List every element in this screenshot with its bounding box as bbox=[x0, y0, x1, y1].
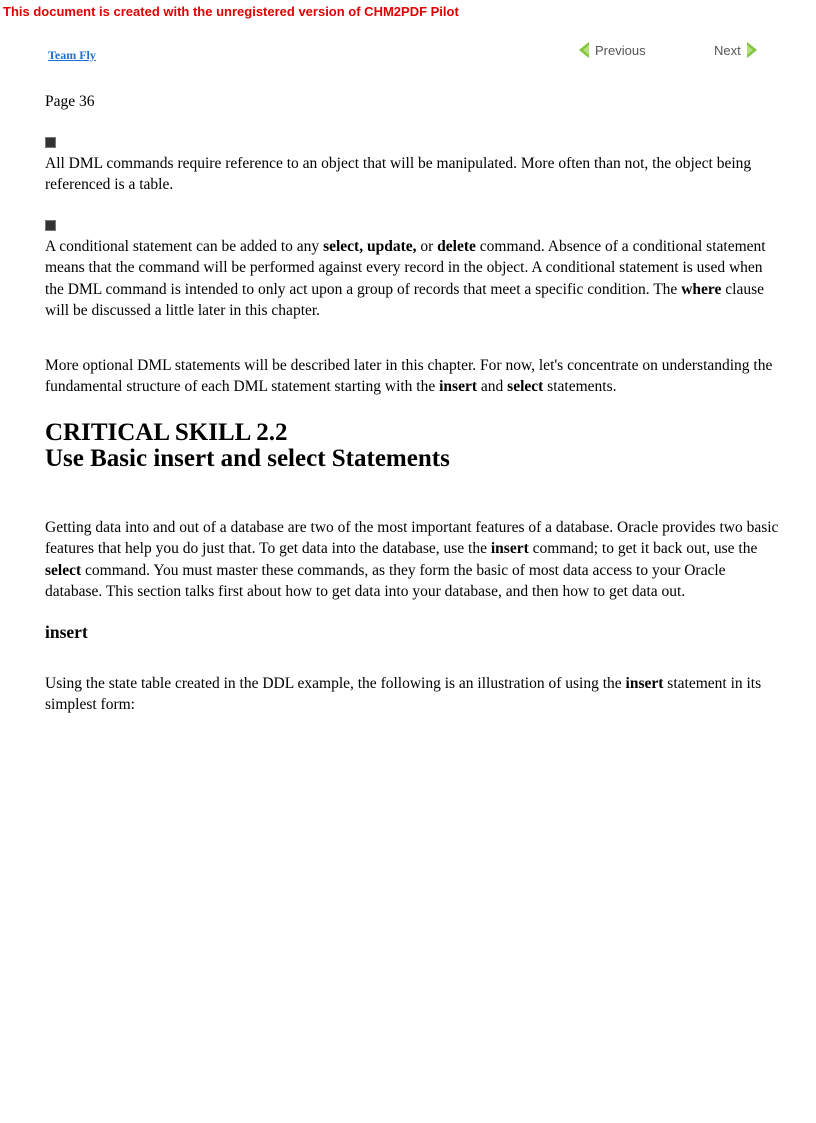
section-heading bbox=[45, 420, 785, 472]
paragraph-optional-dml: More optional DML statements will be described later in this chapter. For now, let's concentrate on understanding the fundamental structure of each DML statement starting with the insert and select statements. bbox=[45, 356, 773, 395]
page-number: Page 36 bbox=[45, 93, 95, 110]
arrow-right-icon bbox=[746, 42, 758, 58]
watermark-banner: This document is created with the unregistered version of CHM2PDF Pilot bbox=[3, 4, 459, 19]
subheading-insert: insert bbox=[45, 621, 88, 642]
bullet-square-icon bbox=[45, 137, 56, 148]
heading-line-2: Use Basic insert and select Statements bbox=[45, 444, 450, 472]
paragraph-getting-data: Getting data into and out of a database are two of the most important features of a database. Oracle provides two basic features that help you do just that. To get data into the database, use the insert command; to get it back out, use the select command. You must master these commands, as they form the basic of most data access to your Oracle database. This section talks first about how to get data into your database, and then how to get data out. bbox=[45, 518, 779, 600]
paragraph-insert-example: Using the state table created in the DDL example, the following is an illustration of using the insert statement in its simplest form: bbox=[45, 674, 762, 713]
next-button[interactable] bbox=[714, 42, 758, 58]
heading-line-1: CRITICAL SKILL 2.2 bbox=[45, 418, 288, 446]
arrow-left-icon bbox=[578, 42, 590, 58]
navigation-bar bbox=[0, 42, 816, 66]
bullet-square-icon bbox=[45, 220, 56, 231]
team-fly-link[interactable]: Team Fly bbox=[48, 48, 96, 62]
next-label: Next bbox=[714, 42, 741, 58]
previous-label: Previous bbox=[595, 42, 646, 58]
previous-button[interactable] bbox=[578, 42, 646, 58]
paragraph-dml-object: All DML commands require reference to an object that will be manipulated. More often than not, the object being referenced is a table. bbox=[45, 154, 752, 193]
paragraph-conditional: A conditional statement can be added to any select, update, or delete command. Absence of a conditional statement means that the command will be performed against every record in the object. A conditional statement is used when the DML command is intended to only act upon a group of records that meet a specific condition. The where clause will be discussed a little later in this chapter. bbox=[45, 237, 766, 319]
page-content bbox=[45, 80, 785, 716]
